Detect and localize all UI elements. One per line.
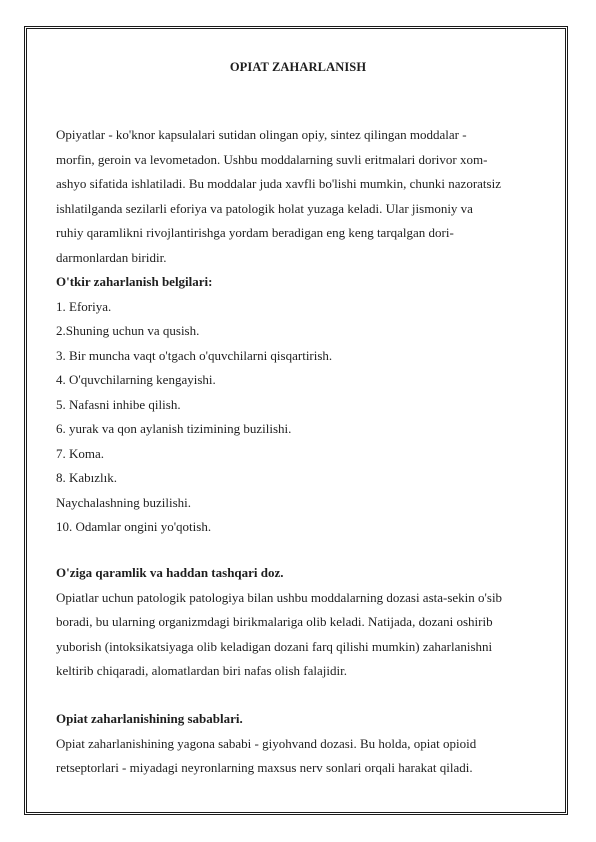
symptom-item: 1. Eforiya.: [56, 298, 112, 314]
symptom-item: 2.Shuning uchun va qusish.: [56, 323, 200, 338]
dependence-line: boradi, bu ularning organizmdagi birikmalariga olib keladi. Natijada, dozani oshirib: [56, 614, 493, 629]
symptom-item: 6. yurak va qon aylanish tizimining buzilishi.: [56, 421, 292, 436]
symptom-item: 10. Odamlar ongini yo'qotish.: [56, 519, 212, 534]
intro-paragraph: [56, 123, 546, 540]
symptom-item: 5. Nafasni inhibe qilish.: [56, 396, 181, 412]
symptom-item: 3. Bir muncha vaqt o'tgach o'quvchilarni qisqartirish.: [56, 347, 333, 363]
causes-line: retseptorlari - miyadagi neyronlarning maxsus nerv sonlari orqali harakat qiladi.: [56, 760, 473, 775]
document-title: OPIAT ZAHARLANISH: [229, 60, 367, 74]
causes-line: Opiat zaharlanishining yagona sababi - giyohvand dozasi. Bu holda, opiat opioid: [56, 735, 477, 751]
dependence-line: Opiatlar uchun patologik patologiya bilan ushbu moddalarning dozasi asta-sekin o'sib: [56, 589, 503, 605]
intro-line: ashyo sifatida ishlatiladi. Bu moddalar juda xavfli bo'lishi mumkin, chunki nazoratsiz: [56, 176, 501, 191]
symptom-item: 8. Kabızlık.: [56, 470, 118, 485]
symptom-item: Naychalashning buzilishi.: [56, 494, 192, 510]
symptoms-heading: O'tkir zaharlanish belgilari:: [56, 274, 213, 289]
intro-line: ishlatilganda sezilarli eforiya va patologik holat yuzaga keladi. Ular jismoniy va: [56, 200, 473, 216]
symptom-item: 7. Koma.: [56, 445, 105, 461]
causes-section: [56, 707, 546, 781]
intro-line: ruhiy qaramlikni rivojlantirishga yordam beradigan eng keng tarqalgan dori-: [56, 225, 454, 240]
dependence-line: keltirib chiqaradi, alomatlardan biri nafas olish falajidir.: [56, 663, 347, 678]
dependence-section: [56, 561, 546, 684]
intro-line: darmonlardan biridir.: [56, 249, 167, 265]
dependence-heading: O'ziga qaramlik va haddan tashqari doz.: [56, 565, 284, 580]
intro-line: Opiyatlar - ko'knor kapsulalari sutidan olingan opiy, sintez qilingan moddalar -: [56, 127, 467, 142]
causes-heading: Opiat zaharlanishining sabablari.: [56, 711, 243, 726]
intro-line: morfin, geroin va levometadon. Ushbu moddalarning suvli eritmalari dorivor xom-: [56, 151, 488, 167]
symptom-item: 4. O'quvchilarning kengayishi.: [56, 372, 216, 387]
dependence-line: yuborish (intoksikatsiyaga olib keladigan dozani farq qilishi mumkin) zaharlanishni: [56, 638, 493, 654]
